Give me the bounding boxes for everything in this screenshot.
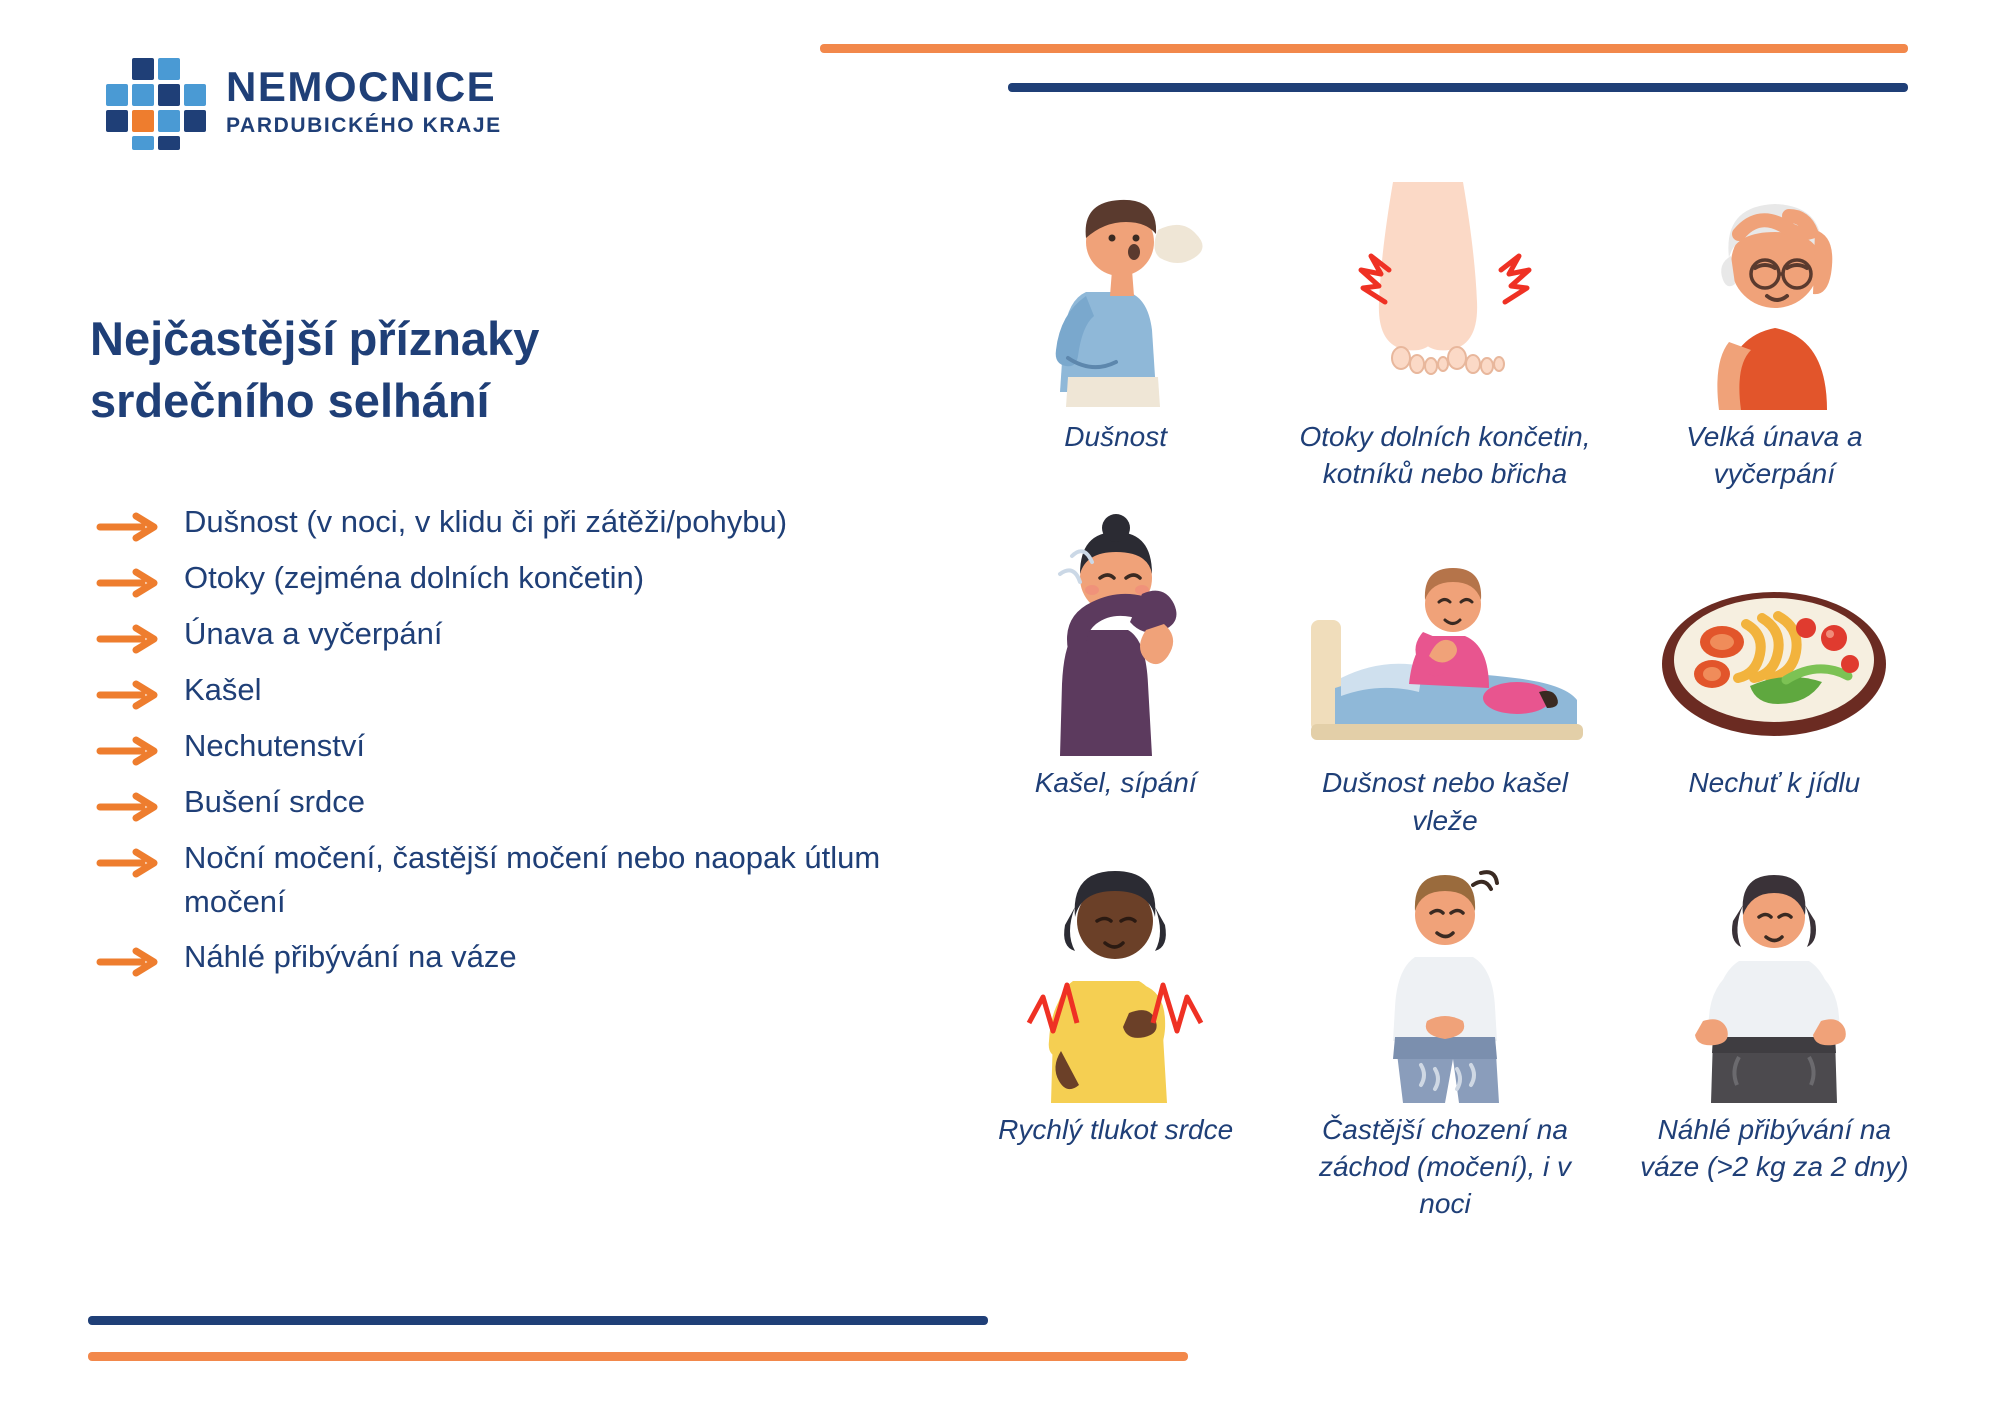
illustration-caption: Častější chození na záchod (močení), i v noci: [1318, 1113, 1572, 1220]
illustration-caption: Rychlý tlukot srdce: [998, 1113, 1234, 1145]
illustration-caption: Nechuť k jídlu: [1688, 767, 1861, 799]
list-item: [96, 836, 906, 924]
illustration-cell: [1624, 496, 1925, 838]
illustration-cell: [965, 843, 1266, 1223]
symptom-label: Únava a vyčerpání: [184, 616, 443, 651]
symptom-label: Bušení srdce: [184, 784, 365, 819]
arrow-icon: [96, 563, 168, 601]
illustration-caption: Dušnost nebo kašel vleže: [1322, 767, 1568, 836]
urination-person-icon: [1295, 843, 1595, 1105]
illustration-caption: Dušnost: [1064, 421, 1168, 452]
bowl-of-food-icon: [1624, 496, 1924, 758]
swollen-feet-icon: [1295, 150, 1595, 412]
illustration-caption: Otoky dolních končetin, kotníků nebo břicha: [1299, 421, 1591, 490]
top-orange-rule: [820, 44, 1908, 53]
symptom-list: [96, 500, 906, 991]
weight-gain-person-icon: [1624, 843, 1924, 1105]
illustration-cell: [965, 150, 1266, 492]
symptom-label: Otoky (zejména dolních končetin): [184, 560, 645, 595]
logo-title: NEMOCNICE: [226, 63, 497, 110]
top-blue-rule: [1008, 83, 1908, 92]
arrow-icon: [96, 787, 168, 825]
bottom-blue-rule: [88, 1316, 988, 1325]
person-in-bed-icon: [1295, 496, 1595, 758]
arrow-icon: [96, 619, 168, 657]
symptom-label: Náhlé přibývání na váze: [184, 939, 517, 975]
tired-elderly-woman-icon: [1624, 150, 1924, 412]
arrow-icon: [96, 843, 168, 881]
arrow-icon: [96, 507, 168, 545]
illustration-cell: [1624, 843, 1925, 1223]
symptom-label: Dušnost (v noci, v klidu či při zátěži/pohybu): [184, 504, 788, 539]
illustration-cell: [1624, 150, 1925, 492]
illustration-cell: [1294, 150, 1595, 492]
hospital-logo: [96, 58, 502, 144]
illustration-caption: Náhlé přibývání na váze (>2 kg za 2 dny): [1640, 1113, 1909, 1183]
logo-subtitle: PARDUBICKÉHO KRAJE: [226, 114, 502, 137]
palpitations-woman-icon: [966, 843, 1266, 1105]
arrow-icon: [96, 942, 168, 980]
arrow-icon: [96, 731, 168, 769]
list-item: [96, 668, 906, 713]
logo-cross-icon: [96, 58, 208, 144]
arrow-icon: [96, 675, 168, 713]
bottom-orange-rule: [88, 1352, 1188, 1361]
coughing-woman-icon: [966, 496, 1266, 758]
symptom-label: Nechutenství: [184, 728, 365, 763]
list-item: [96, 500, 906, 545]
illustration-cell: [1294, 843, 1595, 1223]
list-item: [96, 935, 906, 980]
illustration-grid: [965, 150, 1925, 1223]
illustration-caption: Kašel, sípání: [1034, 767, 1197, 799]
list-item: [96, 780, 906, 825]
list-item: [96, 556, 906, 601]
illustration-cell: [1294, 496, 1595, 838]
illustration-caption: Velká únava a vyčerpání: [1686, 421, 1863, 490]
list-item: [96, 612, 906, 657]
symptom-label: Kašel: [184, 672, 262, 707]
illustration-cell: [965, 496, 1266, 838]
symptom-label: Noční močení, častější močení nebo naopak útlum močení: [184, 840, 881, 920]
page-title: Nejčastější příznaky srdečního selhání: [90, 312, 540, 428]
list-item: [96, 724, 906, 769]
breathless-person-icon: [966, 150, 1266, 412]
